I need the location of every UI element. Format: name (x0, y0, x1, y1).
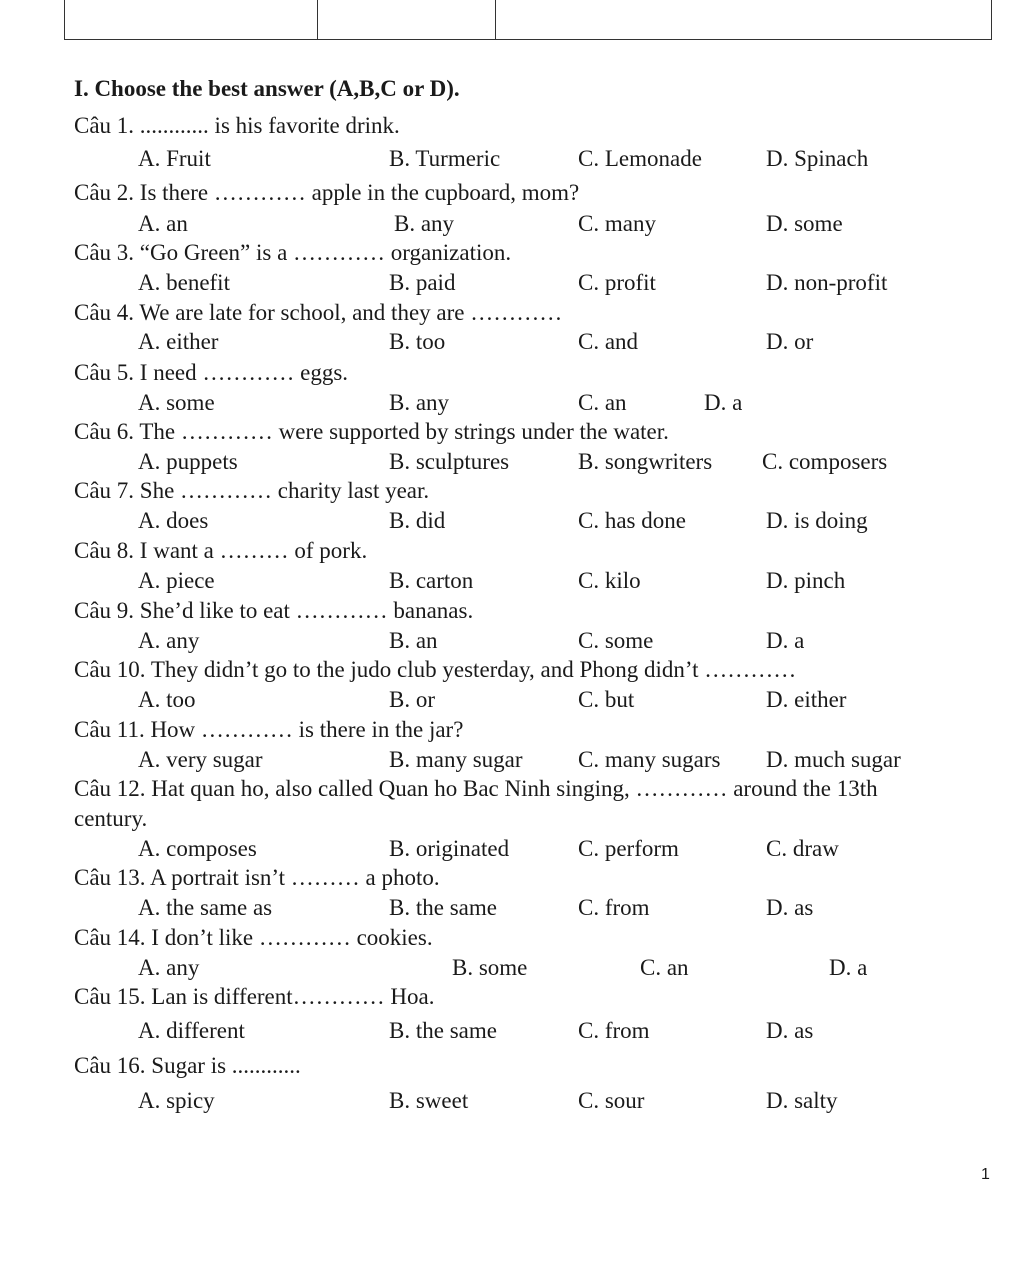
question-10-stem: Câu 10. They didn’t go to the judo club yesterday, and Phong didn’t ………… (74, 657, 797, 682)
question-13-stem: Câu 13. A portrait isn’t ……… a photo. (74, 865, 440, 890)
question-10-option-c: C. but (578, 687, 635, 712)
question-14-stem: Câu 14. I don’t like ………… cookies. (74, 925, 433, 950)
question-9-option-b: B. an (389, 628, 438, 653)
question-12-option-c: C. perform (578, 836, 679, 861)
header-table-fragment (64, 0, 992, 40)
question-14-option-a: A. any (138, 955, 200, 980)
question-3-stem: Câu 3. “Go Green” is a ………… organization. (74, 240, 512, 265)
question-16-stem: Câu 16. Sugar is ............ (74, 1053, 301, 1078)
question-3-option-c: C. profit (578, 270, 656, 295)
question-9-stem: Câu 9. She’d like to eat ………… bananas. (74, 598, 474, 623)
question-16-option-c: C. sour (578, 1088, 645, 1113)
question-15-stem: Câu 15. Lan is different………… Hoa. (74, 984, 435, 1009)
question-2-option-d: D. some (766, 211, 843, 236)
question-5-option-b: B. any (389, 390, 450, 415)
question-5-stem: Câu 5. I need ………… eggs. (74, 360, 349, 385)
question-2-option-b: B. any (394, 211, 455, 236)
question-7-option-b: B. did (389, 508, 446, 533)
question-9-option-d: D. a (766, 628, 805, 653)
question-12-option-a: A. composes (138, 836, 257, 861)
question-8-option-b: B. carton (389, 568, 474, 593)
question-8-option-d: D. pinch (766, 568, 846, 593)
question-16-option-d: D. salty (766, 1088, 838, 1113)
question-2-option-c: C. many (578, 211, 656, 236)
question-10-option-d: D. either (766, 687, 847, 712)
question-5-option-a: A. some (138, 390, 215, 415)
question-2-stem: Câu 2. Is there ………… apple in the cupboard, mom? (74, 180, 580, 205)
question-5-option-d: D. a (704, 390, 743, 415)
question-9-option-a: A. any (138, 628, 200, 653)
question-11-option-d: D. much sugar (766, 747, 901, 772)
question-6-option-a: A. puppets (138, 449, 238, 474)
question-1-stem: Câu 1. ............ is his favorite drink. (74, 113, 400, 138)
question-16-option-a: A. spicy (138, 1088, 215, 1113)
question-11-stem: Câu 11. How ………… is there in the jar? (74, 717, 464, 742)
table-cell-divider (317, 0, 318, 39)
question-13-option-d: D. as (766, 895, 814, 920)
section-heading: I. Choose the best answer (A,B,C or D). (74, 76, 460, 101)
question-15-option-c: C. from (578, 1018, 650, 1043)
question-3-option-b: B. paid (389, 270, 456, 295)
question-4-option-a: A. either (138, 329, 219, 354)
question-4-stem: Câu 4. We are late for school, and they are ………… (74, 300, 563, 325)
question-10-option-b: B. or (389, 687, 435, 712)
question-1-option-a: A. Fruit (138, 146, 211, 171)
question-4-option-c: C. and (578, 329, 639, 354)
question-5-option-c: C. an (578, 390, 627, 415)
question-11-option-c: C. many sugars (578, 747, 721, 772)
question-4-option-d: D. or (766, 329, 814, 354)
question-16-option-b: B. sweet (389, 1088, 469, 1113)
question-6-stem: Câu 6. The ………… were supported by strings under the water. (74, 419, 669, 444)
page-number: 1 (981, 1166, 990, 1183)
question-14-option-d: D. a (829, 955, 868, 980)
question-6-option-d: C. composers (762, 449, 888, 474)
question-13-option-c: C. from (578, 895, 650, 920)
question-2-option-a: A. an (138, 211, 188, 236)
question-7-option-a: A. does (138, 508, 209, 533)
question-12-option-b: B. originated (389, 836, 510, 861)
question-15-option-a: A. different (138, 1018, 245, 1043)
question-8-option-a: A. piece (138, 568, 215, 593)
question-12-option-d: C. draw (766, 836, 839, 861)
question-3-option-a: A. benefit (138, 270, 230, 295)
question-7-option-c: C. has done (578, 508, 686, 533)
question-15-option-d: D. as (766, 1018, 814, 1043)
question-12-stem: Câu 12. Hat quan ho, also called Quan ho Bac Ninh singing, ………… around the 13th century. (74, 776, 878, 831)
question-14-option-b: B. some (452, 955, 528, 980)
question-9-option-c: C. some (578, 628, 654, 653)
question-13-option-a: A. the same as (138, 895, 273, 920)
question-14-option-c: C. an (640, 955, 689, 980)
question-13-option-b: B. the same (389, 895, 497, 920)
question-3-option-d: D. non-profit (766, 270, 888, 295)
question-1-option-b: B. Turmeric (389, 146, 501, 171)
question-1-option-c: C. Lemonade (578, 146, 702, 171)
question-6-option-c: B. songwriters (578, 449, 713, 474)
question-1-option-d: D. Spinach (766, 146, 869, 171)
question-7-stem: Câu 7. She ………… charity last year. (74, 478, 430, 503)
question-11-option-a: A. very sugar (138, 747, 263, 772)
question-8-option-c: C. kilo (578, 568, 641, 593)
question-15-option-b: B. the same (389, 1018, 497, 1043)
question-4-option-b: B. too (389, 329, 446, 354)
question-11-option-b: B. many sugar (389, 747, 523, 772)
question-6-option-b: B. sculptures (389, 449, 510, 474)
question-10-option-a: A. too (138, 687, 196, 712)
table-cell-divider (495, 0, 496, 39)
question-7-option-d: D. is doing (766, 508, 868, 533)
question-8-stem: Câu 8. I want a ……… of pork. (74, 538, 368, 563)
